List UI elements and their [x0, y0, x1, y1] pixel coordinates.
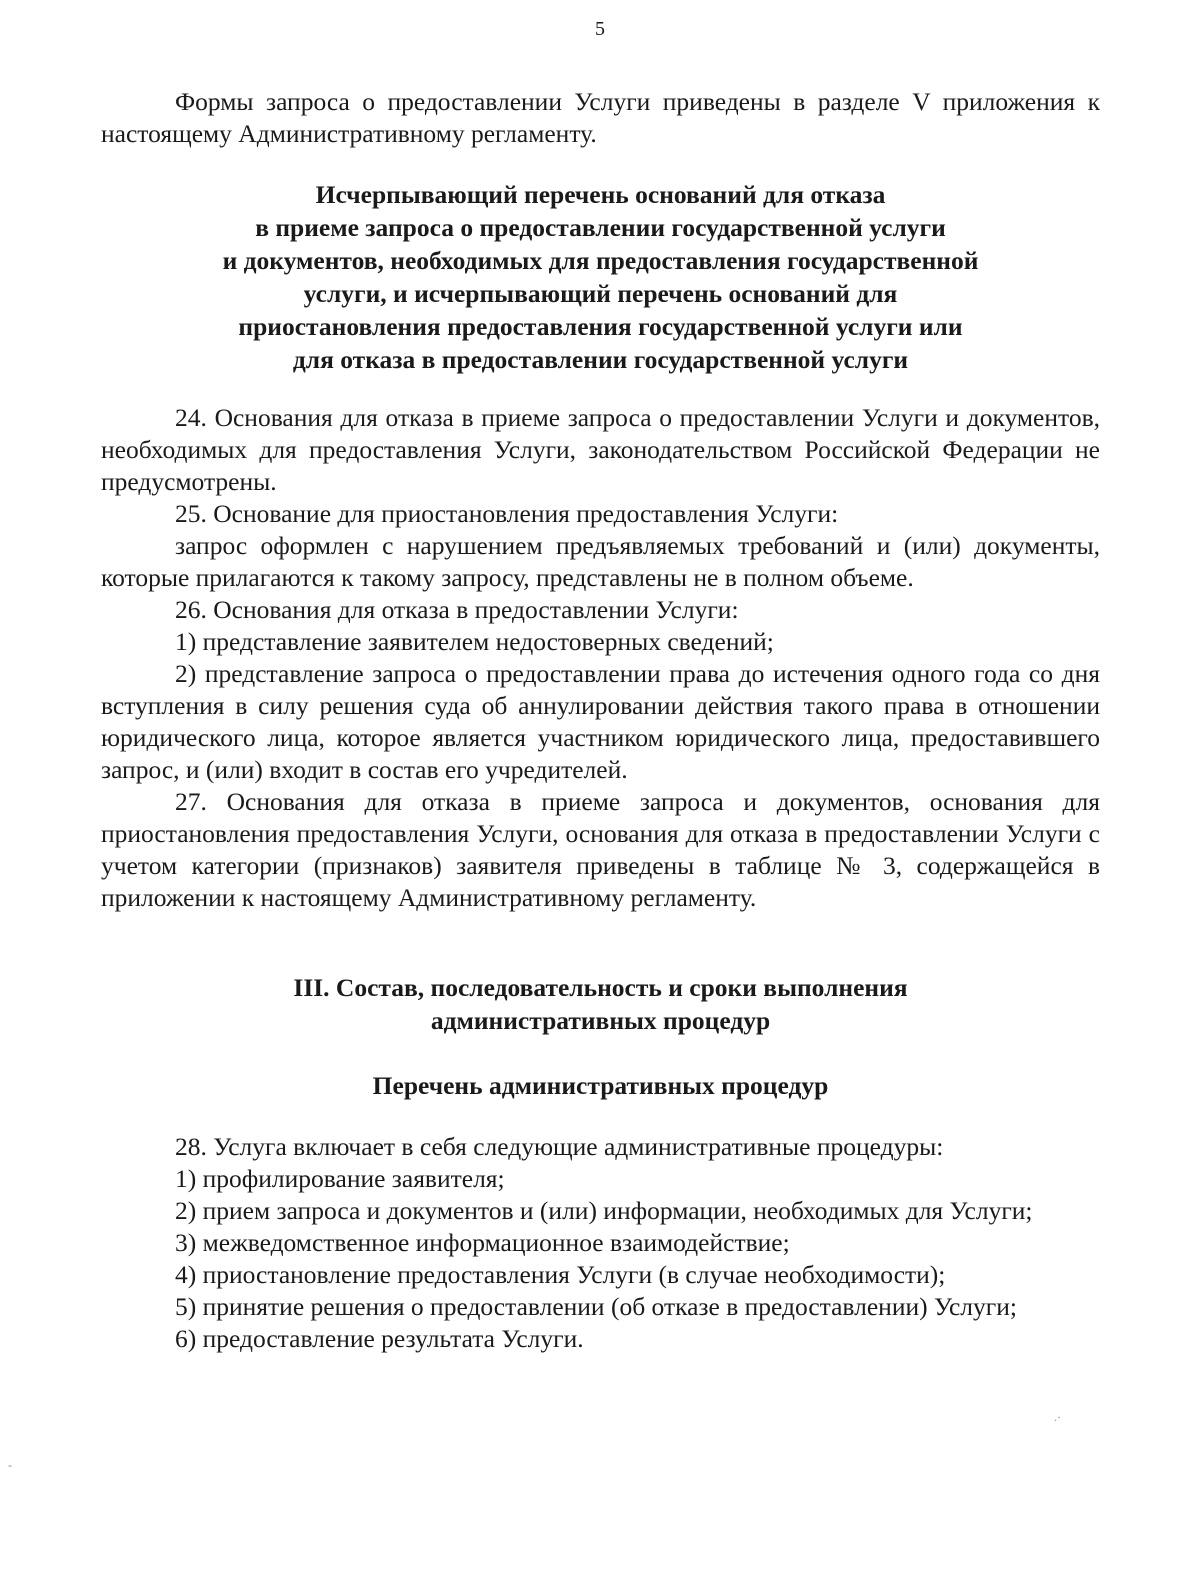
- intro-paragraph: Формы запроса о предоставлении Услуги приведены в разделе V приложения к настоящему Административному регламенту.: [101, 87, 1100, 148]
- paragraph-25-ground: запрос оформлен с нарушением предъявляемых требований и (или) документы, которые прилагаются к такому запросу, представлены не в полном объеме.: [101, 531, 1100, 592]
- paragraph-24: 24. Основания для отказа в приеме запроса о предоставлении Услуги и документов, необходимых для предоставления Услуги, законодательством Российской Федерации не предусмотрены.: [101, 403, 1100, 496]
- procedure-item-5: 5) принятие решения о предоставлении (об отказе в предоставлении) Услуги;: [175, 1292, 1017, 1321]
- grounds-heading-line: приостановления предоставления государственной услуги или: [238, 312, 963, 341]
- procedures-subheading: Перечень административных процедур: [372, 1071, 829, 1100]
- procedure-item-6: 6) предоставление результата Услуги.: [175, 1324, 584, 1353]
- paragraph-26: 26. Основания для отказа в предоставлении Услуги:: [175, 595, 739, 624]
- section-heading-block: [101, 971, 1100, 1037]
- paragraph-26-item-2: 2) представление запроса о предоставлении права до истечения одного года со дня вступления в силу решения суда об аннулировании действия такого права в отношении юридического лица, которое является участником юридического лица, предоставившего запрос, и (или) входит в состав его учредителей.: [101, 659, 1100, 784]
- section-heading-line: административных процедур: [430, 1006, 771, 1035]
- procedure-item-1: 1) профилирование заявителя;: [175, 1164, 505, 1193]
- section-heading-line: III. Состав, последовательность и сроки выполнения: [293, 973, 908, 1002]
- scan-speck: -: [8, 1458, 12, 1472]
- paragraph-27: 27. Основания для отказа в приеме запроса и документов, основания для приостановления предоставления Услуги, основания для отказа в предоставлении Услуги с учетом категории (признаков) заявителя приведены в таблице № 3, содержащейся в приложении к настоящему Административному регламенту.: [101, 787, 1100, 912]
- section-heading: [101, 971, 1100, 1037]
- subheading-block: [101, 1069, 1100, 1102]
- grounds-heading-line: и документов, необходимых для предоставления государственной: [222, 246, 979, 275]
- page-number: 5: [595, 18, 605, 40]
- procedure-item-3: 3) межведомственное информационное взаимодействие;: [175, 1228, 790, 1257]
- grounds-heading-line: Исчерпывающий перечень оснований для отказа: [315, 180, 886, 209]
- procedures-body: [101, 1131, 1100, 1355]
- grounds-heading-line: для отказа в предоставлении государственной услуги: [292, 345, 909, 374]
- grounds-heading-block: [101, 178, 1100, 376]
- grounds-heading: [101, 178, 1100, 376]
- grounds-heading-line: услуги, и исчерпывающий перечень оснований для: [303, 279, 898, 308]
- procedure-item-4: 4) приостановление предоставления Услуги (в случае необходимости);: [175, 1260, 946, 1289]
- paragraph-25: 25. Основание для приостановления предоставления Услуги:: [175, 499, 839, 528]
- paragraph-26-item-1: 1) представление заявителем недостоверных сведений;: [175, 627, 774, 656]
- paragraph-28: 28. Услуга включает в себя следующие административные процедуры:: [175, 1132, 944, 1161]
- grounds-heading-line: в приеме запроса о предоставлении государственной услуги: [255, 213, 946, 242]
- intro-block: [101, 86, 1100, 150]
- grounds-body: [101, 402, 1100, 914]
- procedure-item-2: 2) прием запроса и документов и (или) информации, необходимых для Услуги;: [175, 1196, 1033, 1225]
- scan-speck: .·: [1054, 1410, 1061, 1424]
